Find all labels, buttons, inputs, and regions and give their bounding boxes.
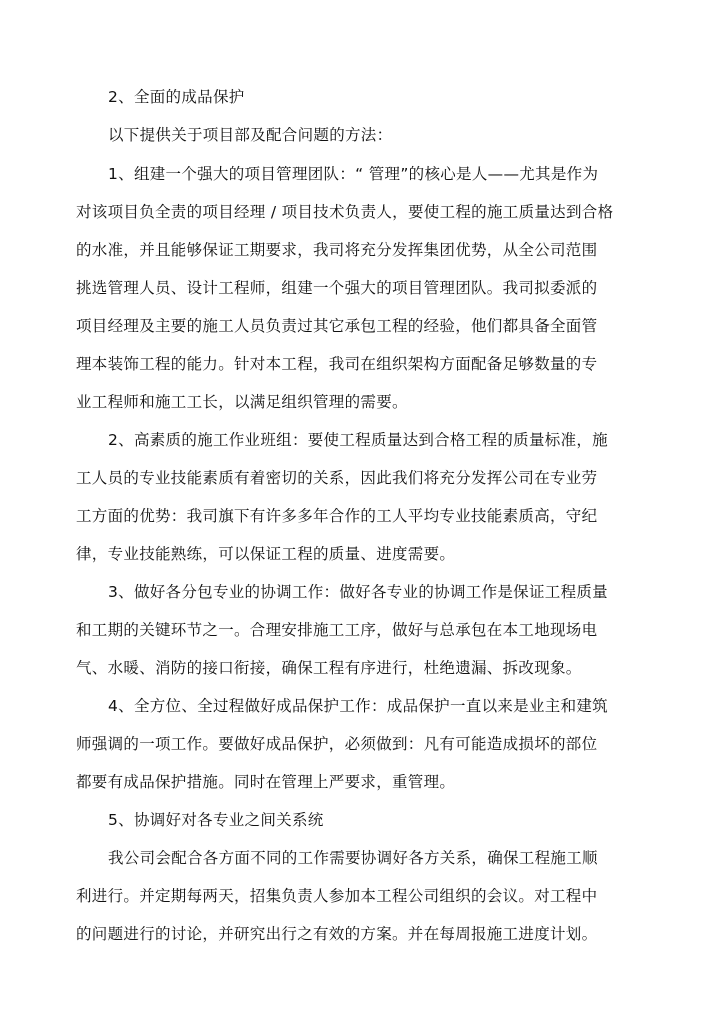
item-2-line-1: 2、高素质的施工作业班组：要使工程质量达到合格工程的质量标准，施 <box>108 431 608 449</box>
item-1-line-5: 项目经理及主要的施工人员负责过其它承包工程的经验，他们都具备全面管 <box>76 317 598 335</box>
item-1-line-7: 业工程师和施工工长，以满足组织管理的需要。 <box>76 393 408 411</box>
item-4-line-1: 4、全方位、全过程做好成品保护工作：成品保护一直以来是业主和建筑 <box>108 697 608 715</box>
item-3-line-1: 3、做好各分包专业的协调工作：做好各专业的协调工作是保证工程质量 <box>108 583 608 601</box>
item-5-line-3: 的问题进行的讨论，并研究出行之有效的方案。并在每周报施工进度计划。 <box>76 925 598 943</box>
item-2-line-2: 工人员的专业技能素质有着密切的关系，因此我们将充分发挥公司在专业劳 <box>76 469 598 487</box>
item-3-line-2: 和工期的关键环节之一。合理安排施工工序，做好与总承包在本工地现场电 <box>76 621 598 639</box>
item-1-line-2: 对该项目负全责的项目经理 / 项目技术负责人，要使工程的施工质量达到合格 <box>76 203 614 221</box>
item-2-line-4: 律，专业技能熟练，可以保证工程的质量、进度需要。 <box>76 545 456 563</box>
item-1-line-1: 1、组建一个强大的项目管理团队：“ 管理”的核心是人——尤其是作为 <box>108 165 599 183</box>
item-3-line-3: 气、水暖、消防的接口衔接，确保工程有序进行，杜绝遗漏、拆改现象。 <box>76 659 582 677</box>
item-5-line-1: 我公司会配合各方面不同的工作需要协调好各方关系，确保工程施工顺 <box>108 849 598 867</box>
item-1-line-6: 理本装饰工程的能力。针对本工程，我司在组织架构方面配备足够数量的专 <box>76 355 598 373</box>
item-2-line-3: 工方面的优势：我司旗下有许多多年合作的工人平均专业技能素质高，守纪 <box>76 507 598 525</box>
item-4-line-2: 师强调的一项工作。要做好成品保护，必须做到：凡有可能造成损坏的部位 <box>76 735 598 753</box>
item-5-line-2: 利进行。并定期每两天，招集负责人参加本工程公司组织的会议。对工程中 <box>76 887 598 905</box>
section-heading: 2、全面的成品保护 <box>108 88 245 106</box>
intro-line: 以下提供关于项目部及配合问题的方法： <box>108 126 393 144</box>
item-1-line-4: 挑选管理人员、设计工程师，组建一个强大的项目管理团队。我司拟委派的 <box>76 279 598 297</box>
item-1-line-3: 的水准，并且能够保证工期要求，我司将充分发挥集团优势，从全公司范围 <box>76 241 598 259</box>
item-5-heading: 5、协调好对各专业之间关系统 <box>108 811 324 829</box>
item-4-line-3: 都要有成品保护措施。同时在管理上严要求，重管理。 <box>76 773 456 791</box>
